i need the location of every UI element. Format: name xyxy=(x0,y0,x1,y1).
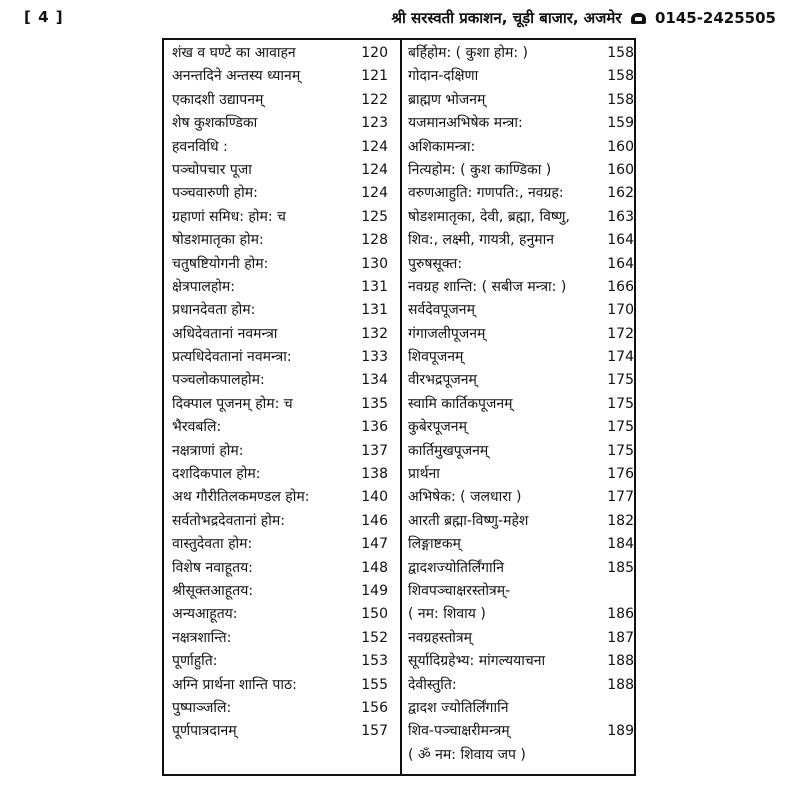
toc-entry-title: भैरवबलि: xyxy=(172,419,222,436)
toc-entry-page: 158 xyxy=(607,45,634,61)
toc-entry xyxy=(402,486,638,509)
toc-entry-title: चतुषष्टियोगनी होम: xyxy=(172,255,269,272)
toc-entry xyxy=(164,229,400,252)
toc-entry-title: पञ्चलोकपालहोम: xyxy=(172,372,265,389)
toc-entry xyxy=(164,674,400,697)
toc-entry xyxy=(164,112,400,135)
phone-icon xyxy=(631,13,646,24)
toc-entry xyxy=(402,393,638,416)
toc-entry xyxy=(402,369,638,392)
toc-entry xyxy=(164,182,400,205)
toc-entry xyxy=(164,299,400,322)
toc-entry xyxy=(402,650,638,673)
toc-entry xyxy=(402,674,638,697)
toc-entry xyxy=(164,440,400,463)
toc-entry-page: 176 xyxy=(607,466,634,483)
toc-entry-page: 172 xyxy=(607,325,634,342)
toc-entry-page: 182 xyxy=(607,512,634,529)
toc-entry-title: अग्नि प्रार्थना शान्ति पाठ: xyxy=(172,676,297,693)
toc-entry-page: 124 xyxy=(361,161,388,178)
toc-entry-page: 188 xyxy=(607,676,634,693)
toc-entry xyxy=(402,697,638,720)
toc-entry-title: नवग्रह शान्ति: ( सबीज मन्त्रा: ) xyxy=(408,278,567,295)
toc-entry-page: 149 xyxy=(361,582,388,599)
publisher-name: श्री सरस्वती प्रकाशन, चूड़ी बाजार, अजमेर xyxy=(391,9,622,27)
toc-entry-page: 159 xyxy=(607,115,634,132)
toc-entry-page: 138 xyxy=(361,466,388,483)
toc-entry-page: 187 xyxy=(607,629,634,646)
toc-entry-title: क्षेत्रपालहोम: xyxy=(172,278,235,295)
toc-entry-page: 147 xyxy=(361,536,388,553)
toc-entry-title: शिवपूजनम् xyxy=(408,349,464,366)
toc-entry xyxy=(164,206,400,229)
toc-entry-title: कुबेरपूजनम् xyxy=(408,419,467,436)
toc-entry-page: 162 xyxy=(607,185,634,202)
toc-entry xyxy=(402,89,638,112)
toc-entry-title: हवनविधि : xyxy=(172,138,228,155)
toc-entry-title: विशेष नवाहूतय: xyxy=(172,559,253,576)
toc-entry-page: 158 xyxy=(607,91,634,108)
toc-entry xyxy=(402,720,638,743)
toc-entry-title: प्रार्थना xyxy=(408,466,440,483)
toc-entry-page: 184 xyxy=(607,536,634,553)
toc-entry-page: 174 xyxy=(607,349,634,366)
toc-entry-title: पूर्णाहुति: xyxy=(172,653,218,670)
toc-entry-title: प्रत्यधिदेवतानां नवमन्त्रा: xyxy=(172,349,292,366)
toc-entry-title: सर्वदेवपूजनम् xyxy=(408,302,475,319)
toc-entry-title: पूर्णपात्रदानम् xyxy=(172,723,237,740)
toc-entry-page: 166 xyxy=(607,278,634,295)
toc-entry xyxy=(164,65,400,88)
toc-entry xyxy=(402,299,638,322)
toc-entry xyxy=(402,346,638,369)
toc-entry-title: अधिदेवतानां नवमन्त्रा xyxy=(172,325,278,342)
toc-entry xyxy=(164,650,400,673)
toc-entry xyxy=(402,136,638,159)
toc-entry-title: ब्राह्मण भोजनम् xyxy=(408,91,486,108)
toc-entry-title: ग्रहाणां समिध: होम: च xyxy=(172,208,286,225)
toc-entry-page: 132 xyxy=(361,325,388,342)
toc-entry-title: देवीस्तुति: xyxy=(408,676,457,693)
toc-entry-page: 157 xyxy=(361,723,388,740)
toc-entry-title: पुष्पाञ्जलि: xyxy=(172,699,232,716)
toc-entry-title: प्रधानदेवता होम: xyxy=(172,302,256,319)
toc-entry-page: 160 xyxy=(607,138,634,155)
toc-entry-page: 175 xyxy=(607,372,634,389)
toc-entry xyxy=(164,159,400,182)
toc-entry-title: शिव:, लक्ष्मी, गायत्री, हनुमान xyxy=(408,232,555,249)
toc-entry-title: गंगाजलीपूजनम् xyxy=(408,325,486,342)
toc-entry xyxy=(164,89,400,112)
toc-entry xyxy=(164,42,400,65)
toc-entry-title: ( ॐ नम: शिवाय जप ) xyxy=(408,746,526,763)
toc-entry-title: सर्वतोभद्रदेवतानां होम: xyxy=(172,512,285,529)
toc-entry-page: 164 xyxy=(607,232,634,249)
toc-entry xyxy=(164,627,400,650)
toc-entry-page: 134 xyxy=(361,372,388,389)
toc-entry-page: 156 xyxy=(361,699,388,716)
toc-entry-title: शेष कुशकण्डिका xyxy=(172,115,258,132)
toc-entry-page: 137 xyxy=(361,442,388,459)
toc-entry xyxy=(402,229,638,252)
toc-entry-page: 146 xyxy=(361,512,388,529)
toc-entry-title: शिव-पञ्चाक्षरीमन्त्रम् xyxy=(408,723,510,740)
toc-entry xyxy=(402,440,638,463)
toc-entry-page: 128 xyxy=(361,232,388,249)
toc-left-column xyxy=(164,42,400,744)
toc-entry-page: 133 xyxy=(361,349,388,366)
toc-entry-title: द्वादश ज्योतिर्लिंगानि xyxy=(408,699,509,716)
toc-entry-page: 152 xyxy=(361,629,388,646)
toc-entry-page: 120 xyxy=(361,45,388,61)
toc-entry-page: 124 xyxy=(361,138,388,155)
toc-entry-page: 164 xyxy=(607,255,634,272)
toc-entry-title: कार्तिमुखपूजनम् xyxy=(408,442,489,459)
toc-entry-title: अशिकामन्त्रा: xyxy=(408,138,476,155)
toc-entry-title: गोदान-दक्षिणा xyxy=(408,68,479,85)
toc-entry xyxy=(164,720,400,743)
toc-entry xyxy=(402,603,638,626)
toc-entry xyxy=(402,65,638,88)
toc-entry-page: 175 xyxy=(607,419,634,436)
toc-entry-page: 175 xyxy=(607,442,634,459)
toc-entry-title: शंख व घण्टे का आवाहन xyxy=(172,45,296,61)
toc-entry-title: वीरभद्रपूजनम् xyxy=(408,372,477,389)
toc-entry-title: स्वामि कार्तिकपूजनम् xyxy=(408,395,513,412)
toc-entry xyxy=(164,697,400,720)
toc-entry-title: यजमानअभिषेक मन्त्रा: xyxy=(408,115,523,132)
toc-entry xyxy=(164,136,400,159)
toc-entry-title: श्रीसूक्तआहूतय: xyxy=(172,582,254,599)
toc-entry-page: 135 xyxy=(361,395,388,412)
toc-entry-page: 130 xyxy=(361,255,388,272)
toc-entry xyxy=(164,323,400,346)
toc-entry xyxy=(164,510,400,533)
toc-entry-title: एकादशी उद्यापनम् xyxy=(172,91,264,108)
toc-entry-title: शिवपञ्चाक्षरस्तोत्रम्- xyxy=(408,582,511,599)
toc-entry xyxy=(402,112,638,135)
toc-entry-title: पञ्चोपचार पूजा xyxy=(172,161,252,178)
toc-entry xyxy=(402,323,638,346)
toc-entry xyxy=(402,627,638,650)
toc-entry-title: नित्यहोम: ( कुश काण्डिका ) xyxy=(408,161,552,178)
toc-entry-title: बर्हिहोम: ( कुशा होम: ) xyxy=(408,45,528,61)
toc-entry-page: 136 xyxy=(361,419,388,436)
toc-entry-page: 148 xyxy=(361,559,388,576)
toc-entry-title: लिङ्गाष्टकम् xyxy=(408,536,461,553)
toc-entry-page: 163 xyxy=(607,208,634,225)
toc-entry-title: दिक्पाल पूजनम् होम: च xyxy=(172,395,293,412)
toc-right-column xyxy=(402,42,638,767)
toc-entry xyxy=(402,580,638,603)
toc-entry-title: अन्यआहूतय: xyxy=(172,606,238,623)
toc-entry-page: 131 xyxy=(361,302,388,319)
toc-entry xyxy=(402,182,638,205)
toc-entry-title: पञ्चवारुणी होम: xyxy=(172,185,258,202)
toc-entry-page: 125 xyxy=(361,208,388,225)
toc-entry xyxy=(402,253,638,276)
page-header xyxy=(24,6,776,34)
toc-entry-title: अनन्तदिने अन्तस्य ध्यानम् xyxy=(172,68,301,85)
toc-entry-page: 158 xyxy=(607,68,634,85)
toc-entry-title: षोडशमातृका, देवी, ब्रह्मा, विष्णु, xyxy=(408,208,570,225)
toc-entry xyxy=(402,42,638,65)
toc-entry-title: आरती ब्रह्मा-विष्णु-महेश xyxy=(408,512,529,529)
toc-entry xyxy=(164,416,400,439)
toc-entry-title: अथ गौरीतिलकमण्डल होम: xyxy=(172,489,310,506)
toc-entry xyxy=(164,557,400,580)
toc-entry-title: नक्षत्राणां होम: xyxy=(172,442,244,459)
toc-entry xyxy=(164,393,400,416)
toc-entry-page: 122 xyxy=(361,91,388,108)
toc-entry-page: 121 xyxy=(361,68,388,85)
toc-entry xyxy=(402,744,638,767)
toc-entry-title: अभिषेक: ( जलधारा ) xyxy=(408,489,522,506)
toc-entry-page: 140 xyxy=(361,489,388,506)
toc-entry xyxy=(164,533,400,556)
toc-entry-page: 153 xyxy=(361,653,388,670)
toc-entry-title: द्वादशज्योतिर्लिंगानि xyxy=(408,559,505,576)
toc-entry-page: 123 xyxy=(361,115,388,132)
toc-entry xyxy=(164,253,400,276)
toc-entry xyxy=(164,463,400,486)
toc-entry-title: ( नम: शिवाय ) xyxy=(408,606,486,623)
toc-entry-page: 186 xyxy=(607,606,634,623)
table-of-contents xyxy=(162,38,636,776)
toc-entry-title: नक्षत्रशान्ति: xyxy=(172,629,232,646)
toc-entry xyxy=(402,510,638,533)
toc-entry-page: 155 xyxy=(361,676,388,693)
toc-entry xyxy=(164,603,400,626)
toc-entry-page: 150 xyxy=(361,606,388,623)
toc-entry xyxy=(402,533,638,556)
toc-entry-title: दशदिकपाल होम: xyxy=(172,466,261,483)
toc-entry-page: 188 xyxy=(607,653,634,670)
toc-entry-title: सूर्यादिग्रहेभ्य: मांगल्ययाचना xyxy=(408,653,546,670)
toc-entry-title: वरुणआहुति: गणपति:, नवग्रह: xyxy=(408,185,564,202)
toc-entry xyxy=(402,416,638,439)
toc-entry-page: 177 xyxy=(607,489,634,506)
publisher-phone: 0145-2425505 xyxy=(654,9,776,27)
toc-entry-page: 175 xyxy=(607,395,634,412)
toc-entry xyxy=(164,369,400,392)
toc-entry-page: 160 xyxy=(607,161,634,178)
toc-entry xyxy=(402,206,638,229)
toc-entry xyxy=(402,463,638,486)
toc-entry xyxy=(402,557,638,580)
toc-entry-title: नवग्रहस्तोत्रम् xyxy=(408,629,473,646)
toc-entry-title: वास्तुदेवता होम: xyxy=(172,536,253,553)
toc-entry-page: 131 xyxy=(361,278,388,295)
page-number: [ 4 ] xyxy=(24,8,64,26)
toc-entry xyxy=(164,580,400,603)
toc-entry-page: 170 xyxy=(607,302,634,319)
toc-entry xyxy=(164,276,400,299)
toc-entry xyxy=(402,159,638,182)
publisher-line xyxy=(391,8,776,28)
toc-entry-page: 189 xyxy=(607,723,634,740)
toc-entry-page: 185 xyxy=(607,559,634,576)
toc-entry-title: पुरुषसूक्त: xyxy=(408,255,463,272)
toc-entry-title: षोडशमातृका होम: xyxy=(172,232,264,249)
toc-entry-page: 124 xyxy=(361,185,388,202)
toc-entry xyxy=(164,486,400,509)
toc-entry xyxy=(164,346,400,369)
toc-entry xyxy=(402,276,638,299)
